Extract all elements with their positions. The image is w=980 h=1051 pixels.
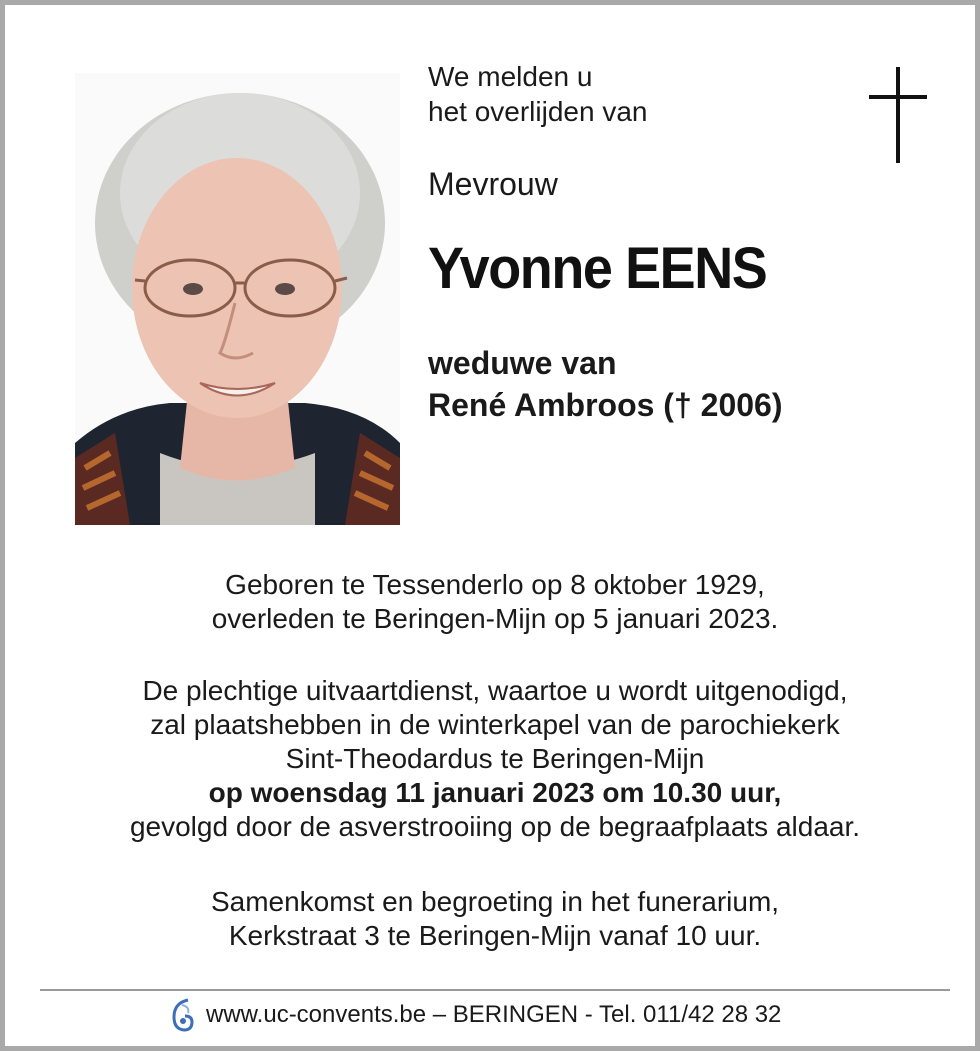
intro-text: [428, 59, 647, 129]
footer-contact-text: www.uc-convents.be – BERINGEN - Tel. 011/42 28 32: [206, 1001, 782, 1028]
footer-divider: [40, 989, 950, 991]
death-line: overleden te Beringen-Mijn op 5 januari 2023.: [211, 603, 779, 634]
service-line: De plechtige uitvaartdienst, waartoe u wordt uitgenodigd,: [142, 675, 848, 706]
spouse-line: René Ambroos († 2006): [428, 387, 783, 423]
intro-line: We melden u: [428, 61, 593, 92]
service-line: gevolgd door de asverstrooiing op de begraafplaats aldaar.: [129, 811, 861, 842]
title-prefix: Mevrouw: [428, 166, 558, 202]
service-date-time: op woensdag 11 januari 2023 om 10.30 uur,: [208, 777, 782, 808]
funeral-home-logo-icon: [170, 997, 196, 1033]
gathering-line: Kerkstraat 3 te Beringen-Mijn vanaf 10 uur.: [228, 920, 762, 951]
spouse-line: weduwe van: [428, 345, 617, 381]
footer: [170, 995, 781, 1035]
service-line: Sint-Theodardus te Beringen-Mijn: [285, 743, 705, 774]
birth-death-details: [35, 568, 955, 636]
intro-line: het overlijden van: [428, 96, 648, 127]
gathering-details: [35, 885, 955, 953]
funeral-service-details: [35, 674, 955, 844]
deceased-name: Yvonne EENS: [428, 236, 767, 301]
latin-cross-icon: [869, 67, 927, 163]
spouse-info: [428, 342, 782, 426]
gathering-line: Samenkomst en begroeting in het funerarium,: [210, 886, 780, 917]
birth-line: Geboren te Tessenderlo op 8 oktober 1929,: [225, 569, 765, 600]
portrait-photo: [75, 73, 400, 525]
service-line: zal plaatshebben in de winterkapel van de parochiekerk: [150, 709, 840, 740]
